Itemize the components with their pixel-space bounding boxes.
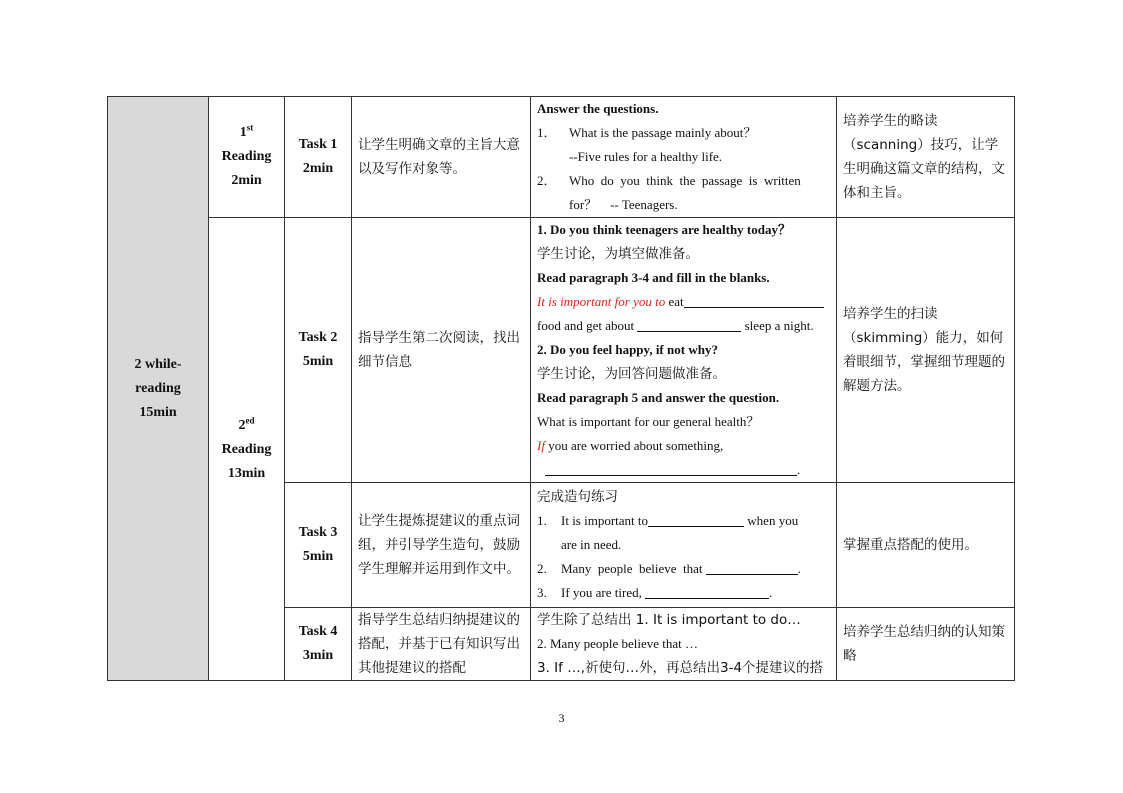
activity-2: 指导学生第二次阅读，找出细节信息 [352,218,531,483]
content-text: sleep a night. [744,318,814,333]
fill-blank[interactable] [648,512,744,527]
item-number: 3. [537,585,547,600]
task-4-content [531,608,837,681]
task-name: Task 3 [298,525,338,540]
content-text: 2. Many people believe that … [537,636,699,651]
activity-1: 让学生明确文章的主旨大意以及写作对象等。 [352,97,531,218]
content-text: you are worried about something, [548,438,724,453]
content-text: If you are tired, [561,585,642,600]
fill-blank[interactable] [637,317,741,332]
purpose-3: 掌握重点搭配的使用。 [837,483,1015,608]
content-text: 3. If …,祈使句…外，再总结出3-4个提建议的搭 [537,660,824,676]
stage-line2: reading [135,380,181,396]
table-row [108,218,1015,483]
task-name: Task 1 [298,137,338,152]
content-question: 2. Do you feel happy, if not why? [537,342,718,357]
page-number: 3 [558,711,565,725]
reading-number: 2 [238,418,246,433]
task-4-cell [285,608,352,681]
item-number: 1. [537,513,547,528]
content-text: . [797,462,801,477]
question-text: What is the passage mainly about？ [569,125,757,140]
highlight-text: It is important for you to [537,294,666,309]
task-2-cell [285,218,352,483]
task-time: 5min [302,354,334,369]
purpose-1: 培养学生的略读（scanning）技巧，让学生明确这篇文章的结构，文体和主旨。 [837,97,1015,218]
task-2-content [531,218,837,483]
task-1-content [531,97,837,218]
content-text: food and get about [537,318,635,333]
content-text: . [769,585,773,600]
item-number: 1． [537,125,557,140]
task-1-cell [285,97,352,218]
fill-blank[interactable] [545,461,797,476]
answer-text: --Five rules for a healthy life. [569,149,723,164]
content-text: eat [668,294,684,309]
content-text: What is important for our general health？ [537,414,760,429]
content-instruction: Read paragraph 3-4 and fill in the blanks. [537,270,770,285]
activity-4: 指导学生总结归纳提建议的搭配，并基于已有知识写出其他提建议的搭配 [352,608,531,681]
lesson-plan-table [107,96,1015,681]
content-text: 学生除了总结出 1. It is important to do… [537,612,801,628]
stage-line3: 15min [139,404,177,420]
content-text: are in need. [561,537,622,552]
task-name: Task 2 [298,330,338,345]
question-text: for？ [569,197,598,212]
content-note: 学生讨论，为填空做准备。 [537,246,699,262]
content-text: It is important to [561,513,649,528]
fill-blank[interactable] [706,560,798,575]
stage-line1: 2 while- [134,356,182,372]
content-instruction: Read paragraph 5 and answer the question. [537,390,780,405]
task-name: Task 4 [298,624,338,639]
question-text: Who do you think the passage is written [569,173,801,188]
task-time: 3min [302,648,334,663]
answer-text: -- Teenagers. [610,197,678,212]
activity-3: 让学生提炼提建议的重点词组，并引导学生造句，鼓励学生理解并运用到作文中。 [352,483,531,608]
task-3-cell [285,483,352,608]
reading-label: Reading [221,149,272,164]
table-row [108,97,1015,218]
content-text: . [797,561,802,576]
task-3-content [531,483,837,608]
reading-number: 1 [239,125,247,140]
content-text: when you [747,513,799,528]
highlight-text: If [537,438,545,453]
reading-time: 13min [227,466,266,481]
content-question: 1. Do you think teenagers are healthy today？ [537,222,791,237]
reading-2-cell [209,218,285,681]
reading-time: 2min [231,173,262,188]
fill-blank[interactable] [645,584,769,599]
item-number: 2． [537,173,557,188]
content-heading: Answer the questions. [537,101,659,116]
reading-ordinal: ed [245,415,255,426]
item-number: 2. [537,561,547,576]
content-heading: 完成造句练习 [537,489,618,505]
purpose-4: 培养学生总结归纳的认知策略 [837,608,1015,681]
reading-label: Reading [221,442,272,457]
reading-ordinal: st [246,122,254,133]
task-time: 5min [302,549,334,564]
content-note: 学生讨论，为回答问题做准备。 [537,366,726,382]
fill-blank[interactable] [684,293,824,308]
task-time: 2min [302,161,334,176]
reading-1-cell [209,97,285,218]
stage-cell [108,97,209,681]
content-text: Many people believe that [561,561,703,576]
purpose-2: 培养学生的扫读（skimming）能力，如何着眼细节，掌握细节理题的解题方法。 [837,218,1015,483]
